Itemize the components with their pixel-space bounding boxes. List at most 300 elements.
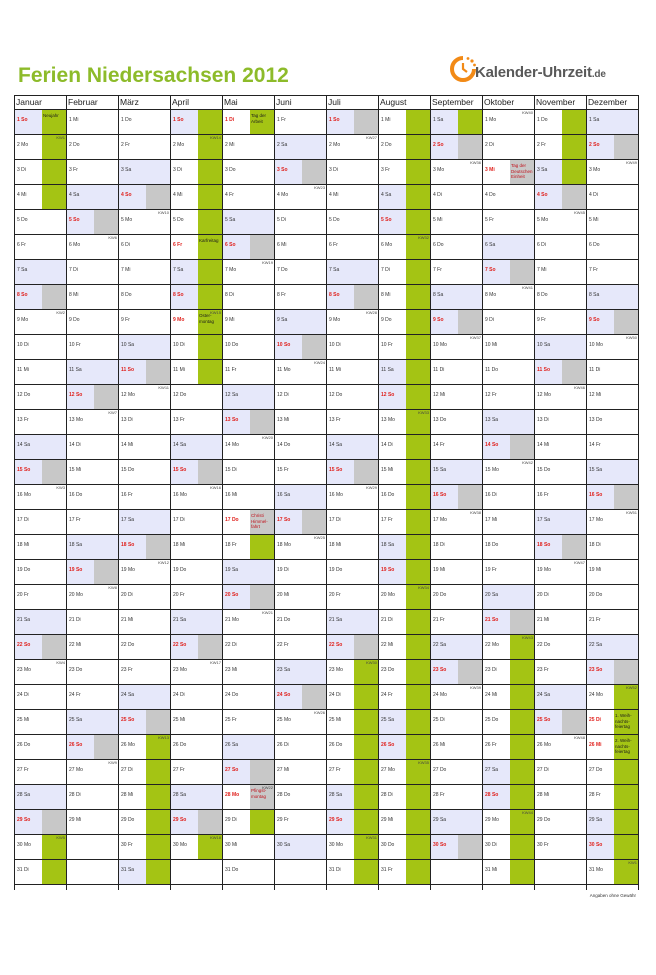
day-label: 20 Di: [121, 592, 133, 598]
day-cell: [66, 659, 118, 684]
day-cell: [274, 509, 326, 534]
day-label: 8 So: [329, 292, 340, 298]
day-label: 25 Fr: [225, 717, 237, 723]
day-label: 15 Mo: [485, 467, 499, 473]
day-cell: [378, 334, 430, 359]
school-holiday-marker: [406, 484, 430, 510]
day-cell: [482, 259, 534, 284]
day-label: 8 So: [173, 292, 184, 298]
day-label: 21 Sa: [173, 617, 187, 623]
day-label: 24 Fr: [69, 692, 81, 698]
day-cell: [378, 609, 430, 634]
school-holiday-marker: [198, 359, 222, 384]
day-cell: [534, 259, 586, 284]
day-cell: [534, 734, 586, 759]
day-cell: [378, 359, 430, 384]
school-holiday-marker: [198, 209, 222, 235]
day-label: 8 Mi: [69, 292, 79, 298]
day-label: 8 Sa: [433, 292, 444, 298]
day-cell: [66, 559, 118, 584]
day-cell: [274, 134, 326, 159]
day-label: 1 So: [329, 117, 340, 123]
day-label: 28 Sa: [17, 792, 31, 798]
day-cell: [586, 284, 638, 309]
day-label: 9 Di: [485, 317, 494, 323]
day-cell: [222, 384, 274, 409]
day-label: 22 Do: [537, 642, 551, 648]
grid-line: [14, 884, 639, 885]
day-label: 26 Sa: [225, 742, 239, 748]
day-cell: [378, 384, 430, 409]
day-cell: [66, 159, 118, 184]
day-label: 25 Mi: [173, 717, 186, 723]
day-cell: [118, 384, 170, 409]
day-cell: [430, 834, 482, 859]
day-label: 24 Sa: [121, 692, 135, 698]
day-label: 19 Mo: [121, 567, 135, 573]
day-cell: [118, 209, 170, 234]
month-header: Mai: [224, 97, 238, 107]
grid-line: [14, 784, 639, 785]
logo-text: Kalender-Uhrzeit.de: [475, 64, 606, 81]
day-cell: [430, 234, 482, 259]
day-label: 9 So: [433, 317, 444, 323]
day-label: 29 Mi: [69, 817, 82, 823]
school-holiday-marker: [614, 809, 638, 835]
school-holiday-marker: [562, 134, 586, 160]
day-label: 5 So: [381, 217, 392, 223]
day-label: 7 Sa: [329, 267, 340, 273]
day-label: 6 Sa: [485, 242, 496, 248]
day-label: 30 Mo: [329, 842, 343, 848]
day-cell: [118, 559, 170, 584]
day-label: 28 Mi: [537, 792, 550, 798]
day-label: 21 Mi: [121, 617, 134, 623]
day-label: 25 Sa: [69, 717, 83, 723]
day-cell: [326, 659, 378, 684]
day-cell: [326, 459, 378, 484]
day-label: 8 Do: [537, 292, 548, 298]
day-label: 28 Di: [69, 792, 81, 798]
day-cell: [482, 209, 534, 234]
day-label: 1 Sa: [433, 117, 444, 123]
day-label: 22 So: [17, 642, 31, 648]
day-label: 1 So: [17, 117, 28, 123]
day-label: 19 Mi: [589, 567, 602, 573]
day-label: 2 Fr: [121, 142, 130, 148]
day-label: 6 Fr: [173, 242, 183, 248]
day-cell: [274, 359, 326, 384]
school-holiday-marker: [406, 709, 430, 735]
school-holiday-marker: [146, 809, 170, 835]
day-label: 10 Mo: [589, 342, 603, 348]
day-label: 20 Sa: [485, 592, 499, 598]
day-label: 14 Fr: [589, 442, 601, 448]
day-label: 19 Mi: [433, 567, 446, 573]
calendar-week-label: KW13: [158, 735, 169, 740]
day-cell: [482, 534, 534, 559]
day-cell: [326, 159, 378, 184]
day-label: 27 Mo: [381, 767, 395, 773]
day-label: 10 Mi: [485, 342, 498, 348]
page-title: Ferien Niedersachsen 2012: [18, 64, 289, 87]
day-label: 19 Fr: [485, 567, 497, 573]
month-header: Juni: [276, 97, 292, 107]
day-cell: [326, 509, 378, 534]
day-label: 8 So: [17, 292, 28, 298]
day-cell: [586, 659, 638, 684]
day-label: 25 Mi: [17, 717, 30, 723]
day-cell: [534, 234, 586, 259]
day-label: 19 So: [381, 567, 395, 573]
day-cell: [378, 684, 430, 709]
day-cell: [118, 309, 170, 334]
day-label: 4 Mi: [329, 192, 339, 198]
day-label: 28 Fr: [433, 792, 445, 798]
day-label: 24 Do: [225, 692, 239, 698]
day-label: 2 Sa: [277, 142, 288, 148]
day-label: 13 Mo: [69, 417, 83, 423]
sunday-marker: [614, 309, 638, 334]
day-cell: [222, 759, 274, 784]
day-cell: [118, 159, 170, 184]
day-label: 15 Do: [537, 467, 551, 473]
day-label: 27 Fr: [329, 767, 341, 773]
day-cell: [430, 209, 482, 234]
calendar-week-label: KW2: [56, 310, 65, 315]
grid-line: [14, 359, 639, 360]
day-cell: [586, 734, 638, 759]
day-cell: [222, 559, 274, 584]
sunday-marker: [250, 759, 274, 784]
day-cell: [14, 859, 66, 884]
day-label: 22 Mi: [381, 642, 394, 648]
grid-line: [14, 334, 639, 335]
sunday-marker: [146, 534, 170, 559]
day-label: 17 Sa: [121, 517, 135, 523]
day-cell: [118, 134, 170, 159]
day-cell: [274, 534, 326, 559]
day-label: 7 Mi: [121, 267, 131, 273]
day-label: 4 So: [121, 192, 132, 198]
calendar-week-label: KW22: [262, 785, 273, 790]
day-cell: [326, 609, 378, 634]
day-cell: [482, 184, 534, 209]
day-label: 29 Di: [225, 817, 237, 823]
day-label: 26 Mo: [121, 742, 135, 748]
calendar-week-label: KW42: [522, 460, 533, 465]
day-label: 23 So: [433, 667, 447, 673]
sunday-marker: [458, 484, 482, 509]
sunday-marker: [42, 809, 66, 834]
day-cell: [482, 709, 534, 734]
day-cell: [378, 309, 430, 334]
year-calendar-grid: [14, 95, 639, 890]
day-label: 3 Mi: [485, 167, 495, 173]
day-label: 2 So: [433, 142, 444, 148]
day-cell: [274, 709, 326, 734]
day-label: 13 Mo: [381, 417, 395, 423]
day-label: 20 Fr: [173, 592, 185, 598]
day-label: 14 So: [485, 442, 499, 448]
school-holiday-marker: [146, 859, 170, 884]
day-cell: [274, 784, 326, 809]
day-cell: [378, 184, 430, 209]
day-label: 7 Sa: [17, 267, 28, 273]
day-label: 10 Sa: [121, 342, 135, 348]
day-label: 21 Fr: [589, 617, 601, 623]
day-cell: [430, 609, 482, 634]
day-label: 2 Do: [381, 142, 392, 148]
school-holiday-marker: [614, 834, 638, 860]
day-cell: [274, 109, 326, 134]
day-cell: [66, 609, 118, 634]
day-cell: [430, 709, 482, 734]
school-holiday-marker: [198, 284, 222, 310]
day-cell: [14, 609, 66, 634]
day-label: 23 Mo: [173, 667, 187, 673]
day-cell: [430, 784, 482, 809]
school-holiday-marker: [510, 684, 534, 710]
day-label: 30 So: [433, 842, 447, 848]
day-label: 16 So: [433, 492, 447, 498]
day-cell: [222, 209, 274, 234]
day-cell: [222, 184, 274, 209]
day-label: 18 So: [121, 542, 135, 548]
day-label: 12 Do: [17, 392, 31, 398]
calendar-week-label: KW26: [314, 710, 325, 715]
day-cell: [170, 659, 222, 684]
day-label: 22 Do: [121, 642, 135, 648]
day-label: 13 Di: [121, 417, 133, 423]
sunday-marker: [510, 609, 534, 634]
day-cell: [534, 459, 586, 484]
day-cell: [430, 434, 482, 459]
day-label: 23 Fr: [121, 667, 133, 673]
day-label: 16 Fr: [537, 492, 549, 498]
sunday-marker: [354, 284, 378, 309]
day-cell: [170, 784, 222, 809]
day-cell: [326, 584, 378, 609]
calendar-week-label: KW5: [56, 835, 65, 840]
day-label: 10 Mo: [433, 342, 447, 348]
day-cell: [274, 384, 326, 409]
school-holiday-marker: [406, 384, 430, 410]
sunday-marker: [510, 259, 534, 284]
school-holiday-marker: [406, 809, 430, 835]
day-label: 29 Mi: [381, 817, 394, 823]
day-label: 2 Mo: [173, 142, 185, 148]
day-cell: [274, 759, 326, 784]
day-cell: [222, 834, 274, 859]
school-holiday-marker: [406, 459, 430, 485]
day-cell: [222, 409, 274, 434]
grid-line: [14, 309, 639, 310]
day-cell: [534, 434, 586, 459]
school-holiday-marker: [250, 534, 274, 559]
school-holiday-marker: [406, 434, 430, 460]
day-cell: [222, 284, 274, 309]
grid-line: [14, 734, 639, 735]
day-cell: [534, 134, 586, 159]
day-label: 31 Di: [329, 867, 341, 873]
day-cell: [586, 684, 638, 709]
day-cell: [274, 484, 326, 509]
day-label: 14 Do: [277, 442, 291, 448]
day-cell: [66, 734, 118, 759]
grid-line: [14, 534, 639, 535]
day-label: 21 Di: [381, 617, 393, 623]
school-holiday-marker: [406, 559, 430, 585]
day-cell: [170, 809, 222, 834]
day-cell: [222, 634, 274, 659]
day-cell: [326, 409, 378, 434]
day-label: 11 Mi: [329, 367, 341, 373]
day-cell: [170, 234, 222, 259]
day-label: 23 So: [589, 667, 603, 673]
day-label: 9 Mo: [329, 317, 341, 323]
sunday-marker: [614, 484, 638, 509]
grid-line: [14, 659, 639, 660]
day-cell: [274, 634, 326, 659]
day-cell: [14, 234, 66, 259]
day-cell: [274, 309, 326, 334]
day-label: 16 Fr: [121, 492, 133, 498]
day-cell: [66, 209, 118, 234]
day-cell: [14, 209, 66, 234]
day-cell: [534, 584, 586, 609]
day-cell: [482, 334, 534, 359]
day-cell: [66, 709, 118, 734]
school-holiday-marker: [354, 784, 378, 810]
day-label: 17 Di: [173, 517, 185, 523]
day-cell: [482, 809, 534, 834]
day-cell: [170, 634, 222, 659]
day-cell: [378, 759, 430, 784]
day-label: 10 Di: [173, 342, 185, 348]
day-label: 14 Di: [381, 442, 393, 448]
day-label: 14 Mo: [225, 442, 239, 448]
day-cell: [170, 484, 222, 509]
day-cell: [326, 534, 378, 559]
day-cell: [430, 384, 482, 409]
day-label: 24 Di: [17, 692, 29, 698]
day-label: 16 Mo: [17, 492, 31, 498]
day-label: 13 Fr: [173, 417, 185, 423]
sunday-marker: [42, 459, 66, 484]
grid-line: [274, 95, 275, 890]
day-label: 11 So: [537, 367, 551, 373]
day-cell: [274, 609, 326, 634]
day-cell: [14, 659, 66, 684]
day-cell: [378, 734, 430, 759]
day-label: 15 So: [329, 467, 343, 473]
day-label: 19 Do: [173, 567, 187, 573]
day-label: 4 Sa: [69, 192, 80, 198]
grid-line: [14, 484, 639, 485]
school-holiday-marker: [198, 184, 222, 210]
day-label: 11 Sa: [69, 367, 82, 373]
day-cell: [66, 534, 118, 559]
month-column: [586, 95, 638, 890]
day-cell: [170, 609, 222, 634]
school-holiday-marker: [42, 859, 66, 884]
kalender-uhrzeit-logo[interactable]: [449, 55, 639, 89]
day-cell: [14, 434, 66, 459]
grid-line: [14, 609, 639, 610]
day-label: 15 Mi: [381, 467, 394, 473]
school-holiday-marker: [354, 709, 378, 735]
day-label: 21 Mi: [537, 617, 550, 623]
day-label: 6 Mo: [69, 242, 81, 248]
day-label: 12 So: [381, 392, 395, 398]
day-label: 29 Do: [537, 817, 551, 823]
day-label: 17 Fr: [69, 517, 81, 523]
school-holiday-marker: [406, 359, 430, 385]
day-cell: [326, 684, 378, 709]
day-label: 26 Fr: [485, 742, 497, 748]
school-holiday-marker: [562, 109, 586, 135]
day-cell: [326, 859, 378, 884]
calendar-week-label: KW36: [470, 160, 481, 165]
day-cell: [586, 434, 638, 459]
day-label: 24 Di: [173, 692, 185, 698]
day-label: 12 So: [69, 392, 83, 398]
day-cell: [274, 234, 326, 259]
day-cell: [586, 459, 638, 484]
day-label: 22 Di: [225, 642, 237, 648]
day-cell: [14, 759, 66, 784]
day-label: 1 So: [173, 117, 184, 123]
day-label: 5 Do: [173, 217, 184, 223]
day-label: 27 Mi: [277, 767, 290, 773]
sunday-marker: [94, 209, 118, 234]
month-column: [326, 95, 378, 890]
day-cell: [534, 284, 586, 309]
day-label: 13 So: [225, 417, 239, 423]
day-label: 13 Do: [589, 417, 603, 423]
school-holiday-marker: [146, 834, 170, 860]
day-cell: [586, 159, 638, 184]
day-cell: [378, 234, 430, 259]
day-cell: [482, 409, 534, 434]
day-label: 5 Mi: [433, 217, 443, 223]
holiday-name: Neujahr: [43, 113, 59, 118]
day-label: 20 Mo: [381, 592, 395, 598]
sunday-marker: [510, 434, 534, 459]
grid-line: [66, 95, 67, 890]
day-label: 31 Mi: [485, 867, 498, 873]
day-cell: [66, 359, 118, 384]
day-cell: [326, 209, 378, 234]
sunday-marker: [562, 359, 586, 384]
day-cell: [222, 809, 274, 834]
day-label: 14 Mi: [537, 442, 550, 448]
school-holiday-marker: [354, 684, 378, 710]
day-label: 21 Mo: [225, 617, 239, 623]
day-cell: [378, 559, 430, 584]
day-cell: [586, 384, 638, 409]
day-cell: [222, 784, 274, 809]
day-cell: [222, 734, 274, 759]
calendar-week-label: KW14: [210, 135, 221, 140]
day-label: 25 Mo: [277, 717, 291, 723]
day-cell: [222, 134, 274, 159]
day-label: 30 Mo: [173, 842, 187, 848]
month-column: [534, 95, 586, 890]
calendar-week-label: KW11: [158, 385, 169, 390]
day-cell: [118, 809, 170, 834]
